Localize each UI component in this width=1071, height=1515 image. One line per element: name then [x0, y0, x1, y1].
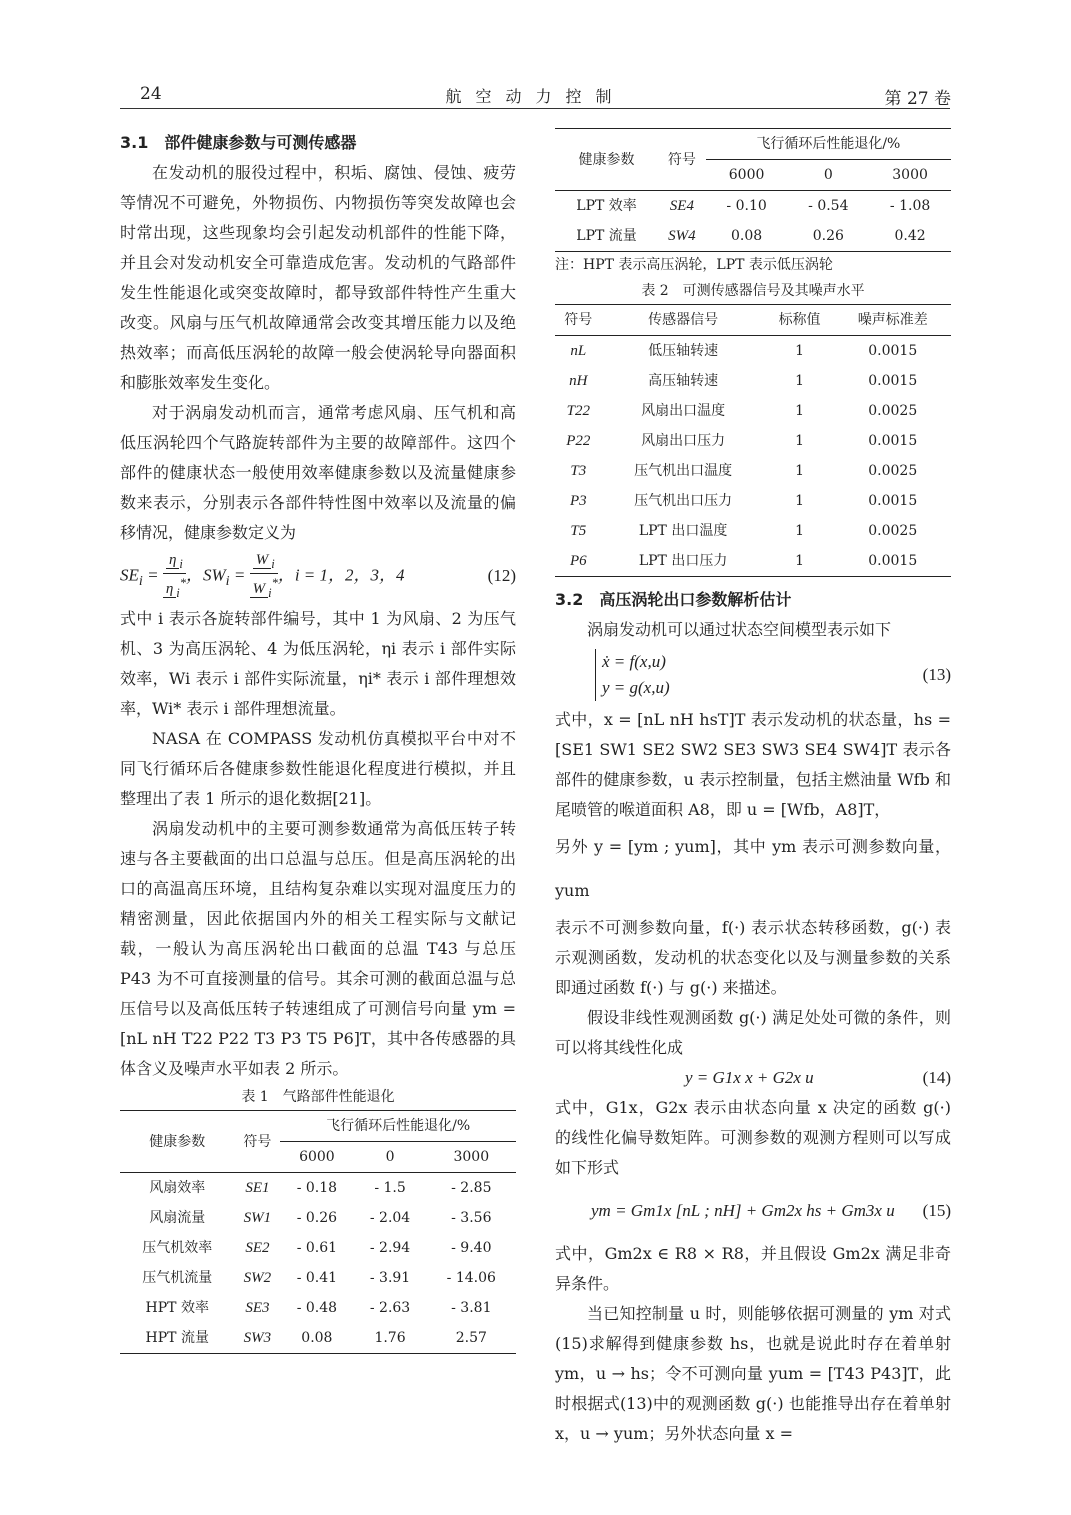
table-note: 注：HPT 表示高压涡轮，LPT 表示低压涡轮 — [555, 257, 833, 273]
page-number: 24 — [140, 84, 162, 104]
table-row: T22 风扇出口温度 1 0.0025 — [566, 403, 918, 419]
table-1: 健康参数 符号 飞行循环后性能退化/% 6000 0 3000 风扇效率 SE1 - 0.18 - 1.5 - 2.85 风扇流量 SW1 - 0.26 - 2.04 - 3.56 压气机效率 SE2 - 0.61 - 2.94 - 9.40 压气机流量 SW2 - 0.41 - 3.91 - 14.06 HPT 效率 SE3 - 0.48 - 2.63 - 3.81 HPT 流量 SW3 0.08 1.76 2.57 — [120, 1110, 516, 1354]
paragraph: 式中，x = [nL nH hsT]T 表示发动机的状态量，hs = [SE1 SW1 SE2 SW2 SE3 SW3 SE4 SW4]T 表示各部件的健康参数，u 表示控制量，包括主燃油量 Wfb 和尾喷管的喉道面积 A8，即 u = [Wfb，A8]T， — [555, 710, 951, 819]
table-row: P6 LPT 出口压力 1 0.0015 — [555, 546, 951, 577]
paragraph: 涡扇发动机中的主要可测参数通常为高低压转子转速与各主要截面的出口总温与总压。但是高压涡轮的出口的高温高压环境，且结构复杂难以实现对温度压力的精密测量，因此依据国内外的相关工程实际与文献记载，一般认为高压涡轮出口截面的总温 T43 与总压 P43 为不可直接测量的信号。其余可测的截面总温与总压信号以及高低压转子转速组成了可测信号向量 ym = [nL nH T22 P22 T3 P3 T5 P6]T，其中各传感器的具体含义及噪声水平如表 2 所示。 — [120, 819, 516, 1078]
paragraph: 式中 i 表示各旋转部件编号，其中 1 为风扇、2 为压气机、3 为高压涡轮、4 为低压涡轮，ηi 表示 i 部件实际效率，Wi 表示 i 部件实际流量，ηi* 表示 i 部件理想效率，Wi* 表示 i 部件理想流量。 — [120, 609, 516, 718]
paragraph: 表示不可测参数向量，f(·) 表示状态转移函数，g(·) 表示观测函数，发动机的状态变化以及与测量参数的关系即通过函数 f(·) 与 g(·) 来描述。 — [555, 918, 951, 997]
equation-14: y = G1x x + G2x u (14) — [685, 1068, 951, 1087]
table-row: 压气机效率 SE2 - 0.61 - 2.94 - 9.40 — [142, 1240, 492, 1256]
table-row: 风扇效率 SE1 - 0.18 - 1.5 - 2.85 — [149, 1180, 492, 1196]
header-rule — [120, 108, 950, 109]
running-header — [0, 84, 1071, 114]
left-column — [120, 128, 516, 1354]
paragraph: 式中，G1x，G2x 表示由状态向量 x 决定的函数 g(·) 的线性化偏导数矩阵。可测参数的观测方程则可以写成如下形式 — [555, 1098, 951, 1177]
table-row: HPT 流量 SW3 0.08 1.76 2.57 — [120, 1323, 516, 1354]
equation-13: ẋ = f(x,u) y = g(x,u) (13) — [555, 645, 951, 705]
right-column — [555, 128, 951, 1449]
equation-number: (12) — [487, 566, 516, 585]
table-row: LPT 效率 SE4 - 0.10 - 0.54 - 1.08 — [576, 198, 931, 214]
paragraph: 式中，Gm2x ∈ R8 × R8，并且假设 Gm2x 满足非奇异条件。 — [555, 1244, 951, 1293]
table-row: P3 压气机出口压力 1 0.0015 — [569, 493, 918, 509]
paragraph: NASA 在 COMPASS 发动机仿真模拟平台中对不同飞行循环后各健康参数性能退化程度进行模拟，并且整理出了表 1 所示的退化数据[21]。 — [120, 729, 516, 808]
table-row: 风扇流量 SW1 - 0.26 - 2.04 - 3.56 — [149, 1210, 492, 1226]
paragraph: 假设非线性观测函数 g(·) 满足处处可微的条件，则可以将其线性化成 — [555, 1008, 951, 1057]
table-row: P22 风扇出口压力 1 0.0015 — [566, 433, 918, 449]
table-row: nL 低压轴转速 1 0.0015 — [570, 343, 918, 359]
paragraph: 当已知控制量 u 时，则能够依据可测量的 ym 对式(15)求解得到健康参数 hs，也就是说此时存在着单射 ym，u → hs；令不可测向量 yum = [T43 P43]T，此时根据式(13)中的观测函数 g(·) 也能推导出存在着单射 x，u → yum；另外状态向量 x = — [555, 1304, 951, 1443]
journal-title: 航空动力控制 — [445, 87, 626, 106]
table-row: nH 高压轴转速 1 0.0015 — [569, 373, 918, 389]
paragraph: 涡扇发动机可以通过状态空间模型表示如下 — [587, 620, 892, 639]
equation-12: $SE_i$ = $\frac{\eta _i}{\eta _i^*}$ ，$SW_i$ = $\frac{W _i}{W _i^*}$ ，i = 1，2，3，4 (12) — [120, 551, 516, 600]
section-3-1-heading: 3.1 部件健康参数与可测传感器 — [120, 133, 357, 152]
paragraph: 另外 y = [ym ; yum]，其中 ym 表示可测参数向量，yum — [555, 837, 951, 900]
table-row: 压气机流量 SW2 - 0.41 - 3.91 - 14.06 — [142, 1270, 496, 1286]
table-row: HPT 效率 SE3 - 0.48 - 2.63 - 3.81 — [145, 1300, 492, 1316]
table-row: LPT 流量 SW4 0.08 0.26 0.42 — [555, 221, 951, 252]
equation-15: ym = Gm1x [nL ; nH] + Gm2x hs + Gm3x u (15) — [591, 1201, 951, 1220]
section-3-2-heading: 3.2 高压涡轮出口参数解析估计 — [555, 590, 792, 609]
table-1-continued: 健康参数 符号 飞行循环后性能退化/% 6000 0 3000 LPT 效率 SE4 - 0.10 - 0.54 - 1.08 LPT 流量 SW4 0.08 0.26 0.42 — [555, 128, 951, 252]
table-row: T5 LPT 出口温度 1 0.0025 — [570, 523, 918, 539]
table-1-caption: 表 1 气路部件性能退化 — [241, 1089, 395, 1105]
table-2: 符号 传感器信号 标称值 噪声标准差 nL 低压轴转速 1 0.0015 nH 高压轴转速 1 0.0015 T22 风扇出口温度 1 0.0025 P22 风扇出口压力 1 0.0015 T3 压气机出口温度 1 0.0025 P3 压气机出口压力 1 0.0015 T5 LPT 出口温度 1 0.0025 P6 LPT 出口压力 1 0.0015 — [555, 304, 951, 577]
volume-label: 第 27 卷 — [884, 89, 951, 109]
table-row: T3 压气机出口温度 1 0.0025 — [570, 463, 918, 479]
paragraph: 对于涡扇发动机而言，通常考虑风扇、压气机和高低压涡轮四个气路旋转部件为主要的故障部件。这四个部件的健康状态一般使用效率健康参数以及流量健康参数来表示，分别表示各部件特性图中效率以及流量的偏移情况，健康参数定义为 — [120, 403, 516, 542]
paragraph: 在发动机的服役过程中，积垢、腐蚀、侵蚀、疲劳等情况不可避免，外物损伤、内物损伤等突发故障也会时常出现，这些现象均会引起发动机部件的性能下降，并且会对发动机安全可靠造成危害。发动机的气路部件发生性能退化或突变故障时，都导致部件特性产生重大改变。风扇与压气机故障通常会改变其增压能力以及绝热效率；而高低压涡轮的故障一般会使涡轮导向器面积和膨胀效率发生变化。 — [120, 163, 516, 392]
table-2-caption: 表 2 可测传感器信号及其噪声水平 — [641, 283, 865, 299]
